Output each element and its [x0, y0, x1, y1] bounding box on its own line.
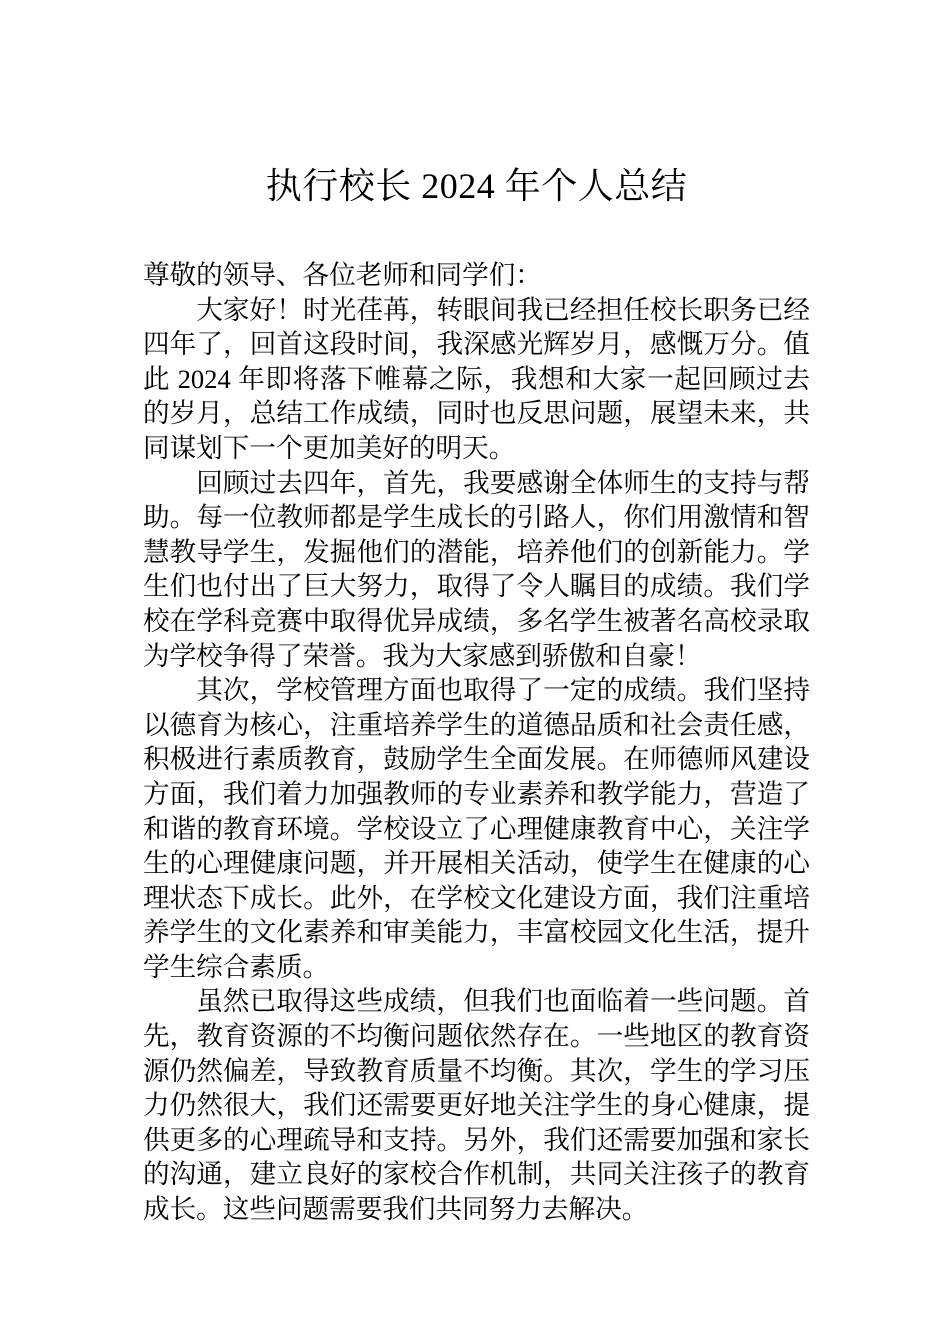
paragraph-opening: 大家好！时光荏苒，转眼间我已经担任校长职务已经四年了，回首这段时间，我深感光辉岁月，感慨万分。值此 2024 年即将落下帷幕之际，我想和大家一起回顾过去的岁月，总结工作成绩，同时也反思问题，展望未来，共同谋划下一个更加美好的明天。 — [143, 294, 810, 463]
paragraph-school-management: 其次，学校管理方面也取得了一定的成绩。我们坚持以德育为核心，注重培养学生的道德品质和社会责任感，积极进行素质教育，鼓励学生全面发展。在师德师风建设方面，我们着力加强教师的专业素养和教学能力，营造了和谐的教育环境。学校设立了心理健康教育中心，关注学生的心理健康问题，并开展相关活动，使学生在健康的心理状态下成长。此外，在学校文化建设方面，我们注重培养学生的文化素养和审美能力，丰富校园文化生活，提升学生综合素质。 — [143, 675, 810, 982]
salutation-line: 尊敬的领导、各位老师和同学们： — [143, 260, 542, 290]
document-body — [143, 258, 810, 1227]
document-title: 执行校长 2024 年个人总结 — [265, 166, 688, 206]
paragraph-problems: 虽然已取得这些成绩，但我们也面临着一些问题。首先，教育资源的不均衡问题依然存在。一些地区的教育资源仍然偏差，导致教育质量不均衡。其次，学生的学习压力仍然很大，我们还需要更好地关注学生的身心健康，提供更多的心理疏导和支持。另外，我们还需要加强和家长的沟通，建立良好的家校合作机制，共同关注孩子的教育成长。这些问题需要我们共同努力去解决。 — [143, 986, 810, 1225]
paragraph-review-thanks: 回顾过去四年，首先，我要感谢全体师生的支持与帮助。每一位教师都是学生成长的引路人，你们用激情和智慧教导学生，发掘他们的潜能，培养他们的创新能力。学生们也付出了巨大努力，取得了令人瞩目的成绩。我们学校在学科竞赛中取得优异成绩，多名学生被著名高校录取为学校争得了荣誉。我为大家感到骄傲和自豪！ — [143, 467, 810, 671]
